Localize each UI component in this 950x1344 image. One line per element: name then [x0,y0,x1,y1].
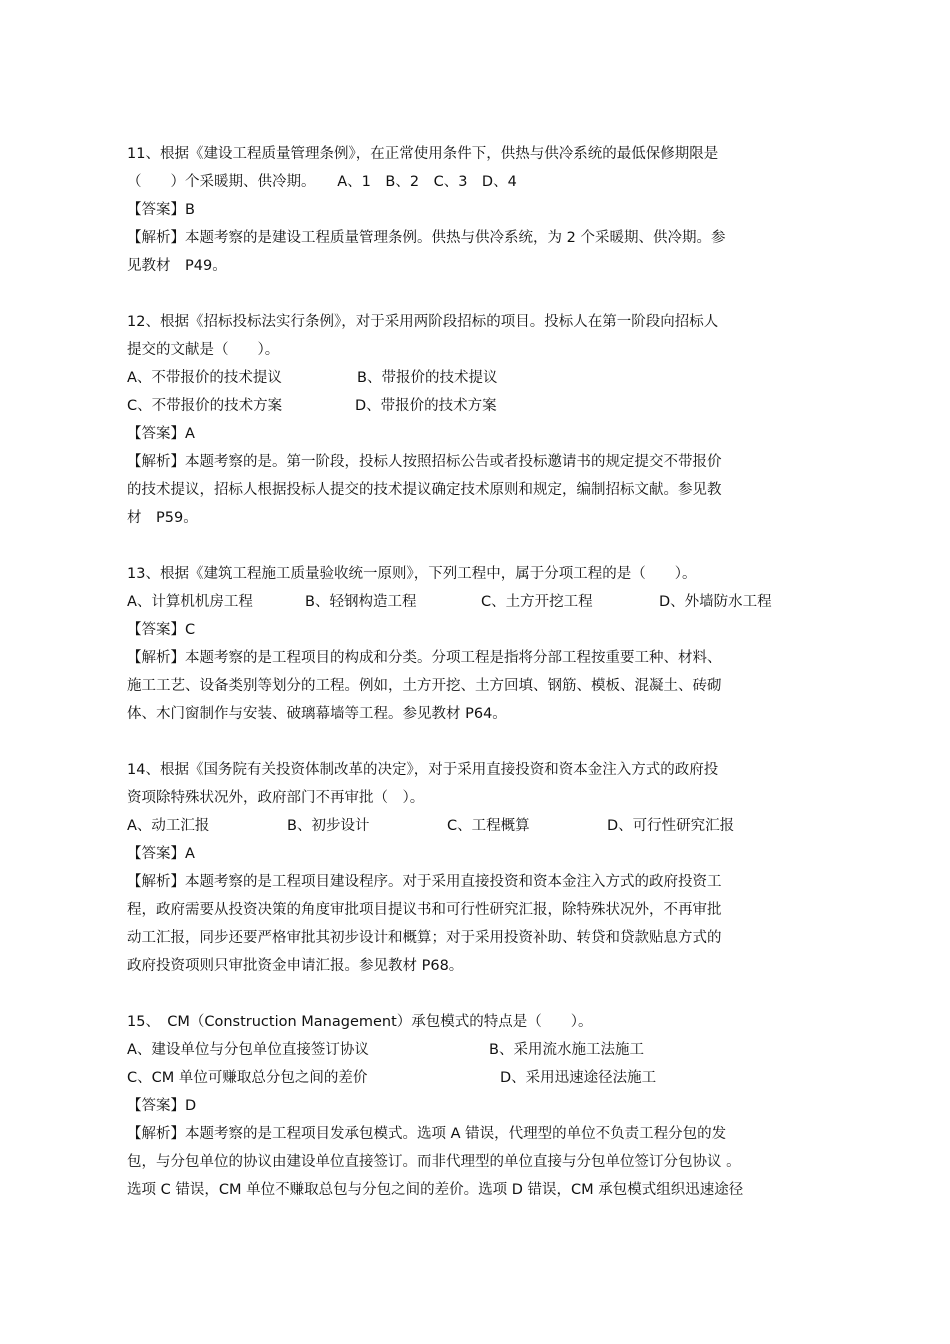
option: C、工程概算 [447,818,530,834]
option: B、初步设计 [287,818,370,834]
option: C、土方开挖工程 [481,594,593,610]
option: B、采用流水施工法施工 [489,1042,644,1058]
analysis-text: 【解析】本题考察的是工程项目的构成和分类。分项工程是指将分部工程按重要工种、材料、 [127,650,722,666]
analysis-text: 施工工艺、设备类别等划分的工程。例如，土方开挖、土方回填、钢筋、模板、混凝土、砖砌 [127,678,722,694]
option: A、动工汇报 [127,818,210,834]
question-text: （ ）个采暖期、供冷期。 A、1 B、2 C、3 D、4 [127,174,517,190]
analysis-text: 选项 C 错误，CM 单位不赚取总包与分包之间的差价。选项 D 错误，CM 承包模式组织迅速途径 [127,1182,744,1198]
analysis-text: 【解析】本题考察的是工程项目发承包模式。选项 A 错误，代理型的单位不负责工程分包的发 [127,1126,727,1142]
option: A、不带报价的技术提议 [127,370,282,386]
analysis-text: 【解析】本题考察的是。第一阶段，投标人按照招标公告或者投标邀请书的规定提交不带报价 [127,454,722,470]
analysis-text: 政府投资项则只审批资金申请汇报。参见教材 P68。 [127,958,464,974]
options-row [127,1064,827,1092]
options-row [127,812,827,840]
analysis-text: 【解析】本题考察的是工程项目建设程序。对于采用直接投资和资本金注入方式的政府投资工 [127,874,722,890]
option: C、CM 单位可赚取总分包之间的差价 [127,1070,368,1086]
answer: 【答案】D [127,1098,197,1114]
question-text: 14、根据《国务院有关投资体制改革的决定》，对于采用直接投资和资本金注入方式的政府投 [127,762,719,778]
analysis-text: 【解析】本题考察的是建设工程质量管理条例。供热与供冷系统，为 2 个采暖期、供冷期。参 [127,230,726,246]
question-text: 13、根据《建筑工程施工质量验收统一原则》，下列工程中，属于分项工程的是（ ）。 [127,566,697,582]
option: C、不带报价的技术方案 [127,398,283,414]
option: D、可行性研究汇报 [607,818,735,834]
option: B、轻钢构造工程 [305,594,417,610]
question-15 [127,1008,827,1204]
analysis-text: 动工汇报，同步还要严格审批其初步设计和概算；对于采用投资补助、转贷和贷款贴息方式的 [127,930,722,946]
option: D、采用迅速途径法施工 [500,1070,657,1086]
answer: 【答案】C [127,622,196,638]
analysis-text: 程，政府需要从投资决策的角度审批项目提议书和可行性研究汇报，除特殊状况外，不再审批 [127,902,722,918]
answer: 【答案】A [127,426,195,442]
document-content [127,140,827,1232]
options-row [127,1036,827,1064]
question-text: 11、根据《建设工程质量管理条例》，在正常使用条件下，供热与供冷系统的最低保修期限是 [127,146,719,162]
question-text: 资项除特殊状况外，政府部门不再审批（ ）。 [127,790,425,806]
answer: 【答案】B [127,202,195,218]
analysis-text: 材 P59。 [127,510,198,526]
analysis-text: 体、木门窗制作与安装、破璃幕墙等工程。参见教材 P64。 [127,706,507,722]
question-11 [127,140,827,280]
option: B、带报价的技术提议 [357,370,498,386]
option: A、计算机机房工程 [127,594,253,610]
question-text: 提交的文献是（ ）。 [127,342,280,358]
option: D、带报价的技术方案 [355,398,497,414]
options-row [127,364,827,392]
option: D、外墙防水工程 [659,594,772,610]
answer: 【答案】A [127,846,195,862]
options-row [127,392,827,420]
analysis-text: 的技术提议，招标人根据投标人提交的技术提议确定技术原则和规定，编制招标文献。参见教 [127,482,722,498]
question-12 [127,308,827,532]
analysis-text: 包，与分包单位的协议由建设单位直接签订。而非代理型的单位直接与分包单位签订分包协议 。 [127,1154,741,1170]
option: A、建设单位与分包单位直接签订协议 [127,1042,369,1058]
question-text: 12、根据《招标投标法实行条例》，对于采用两阶段招标的项目。投标人在第一阶段向招标人 [127,314,719,330]
question-text: 15、 CM（Construction Management）承包模式的特点是（ ）。 [127,1014,593,1030]
analysis-text: 见教材 P49。 [127,258,227,274]
options-row [127,588,827,616]
question-14 [127,756,827,980]
question-13 [127,560,827,728]
